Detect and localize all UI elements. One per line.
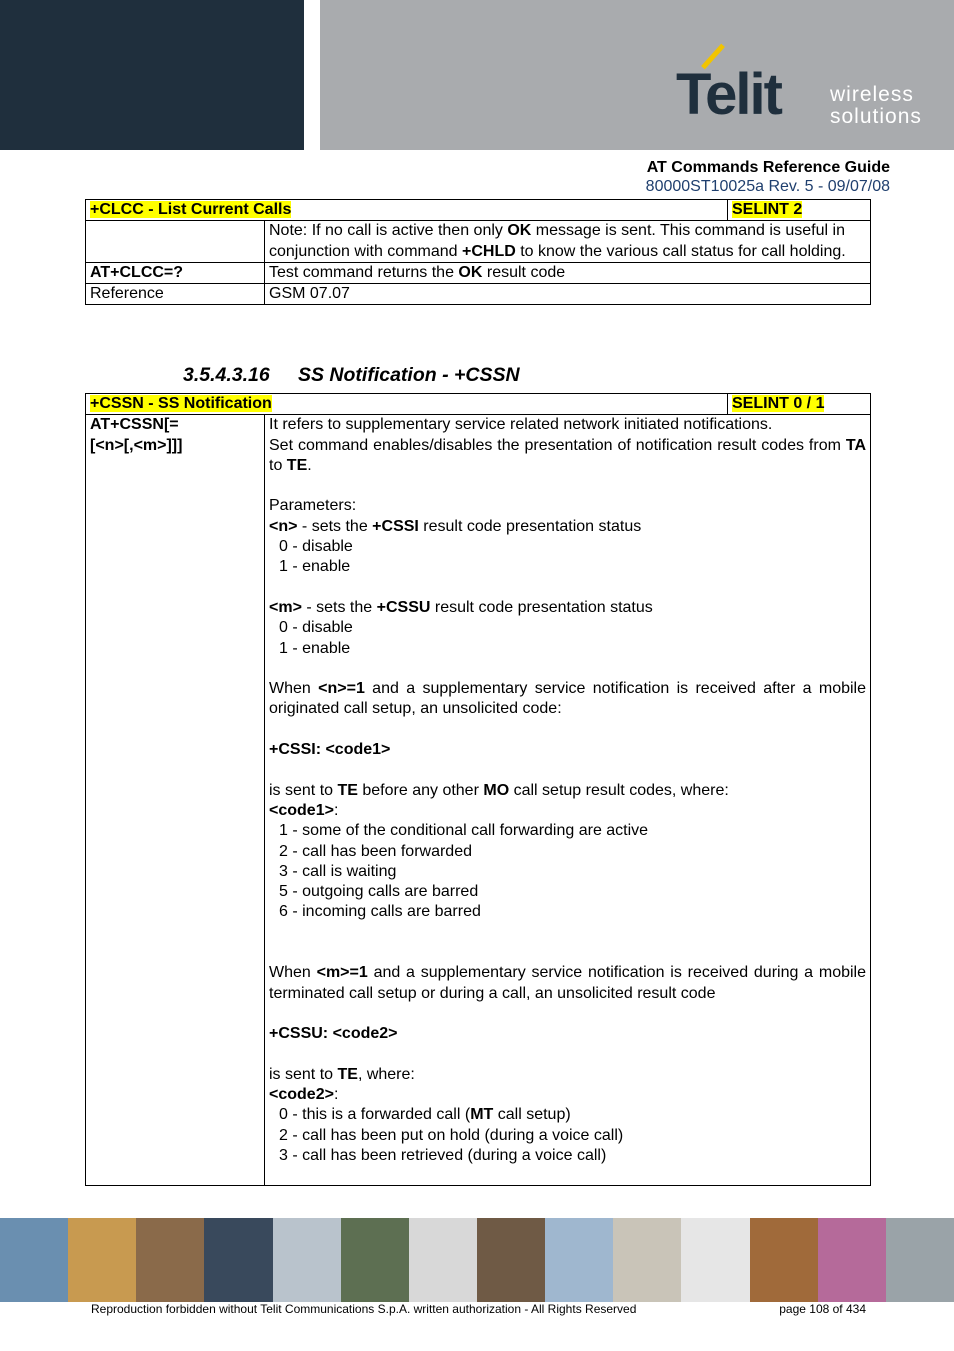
- footer-photo-tile: [409, 1218, 477, 1302]
- footer-copyright: Reproduction forbidden without Telit Communications S.p.A. written authorization - All Rights Reserved: [91, 1302, 637, 1316]
- header-dark-banner: [0, 0, 304, 150]
- clcc-title: +CLCC - List Current Calls: [90, 201, 292, 218]
- cssn-table: [85, 393, 871, 1186]
- list-item: 3 - call has been retrieved (during a voice call): [279, 1146, 607, 1164]
- list-item: 3 - call is waiting: [279, 862, 397, 880]
- list-item: 0 - this is a forwarded call (MT call setup): [279, 1106, 571, 1124]
- table-row: [86, 221, 871, 263]
- table-row: [86, 284, 871, 305]
- table-row: [86, 262, 871, 283]
- footer-photo-tile: [818, 1218, 886, 1302]
- document-title: AT Commands Reference Guide: [646, 159, 890, 176]
- table-row: [86, 394, 871, 415]
- cssn-selint: SELINT 0 / 1: [732, 395, 825, 412]
- list-item: 6 - incoming calls are barred: [279, 903, 481, 921]
- footer-photo-tile: [613, 1218, 681, 1302]
- page-number: page 108 of 434: [779, 1302, 866, 1316]
- footer-photo-tile: [68, 1218, 136, 1302]
- clcc-note: Note: If no call is active then only OK message is sent. This command is useful in conjunction with command +CHLD to know the various call status for call holding.: [265, 221, 871, 263]
- table-row: [86, 200, 871, 221]
- footer-image-strip: [0, 1218, 954, 1302]
- clcc-test-desc: Test command returns the OK result code: [265, 262, 871, 283]
- footer-photo-tile: [545, 1218, 613, 1302]
- footer-photo-tile: [0, 1218, 68, 1302]
- footer-photo-tile: [204, 1218, 272, 1302]
- clcc-table: [85, 199, 871, 305]
- section-title: SS Notification - +CSSN: [298, 364, 520, 386]
- clcc-selint: SELINT 2: [732, 201, 803, 218]
- footer-photo-tile: [886, 1218, 954, 1302]
- footer-photo-tile: [273, 1218, 341, 1302]
- clcc-reference-label: Reference: [86, 284, 265, 305]
- list-item: 2 - call has been put on hold (during a voice call): [279, 1126, 624, 1144]
- list-item: 1 - some of the conditional call forwarding are active: [279, 822, 649, 840]
- logo-tagline: wireless solutions: [830, 83, 922, 128]
- table-row: [86, 415, 871, 1186]
- footer-photo-tile: [681, 1218, 749, 1302]
- cssn-command-cell: AT+CSSN[= [<n>[,<m>]]]: [86, 415, 265, 1186]
- document-revision: 80000ST10025a Rev. 5 - 09/07/08: [645, 178, 890, 195]
- section-heading: [183, 364, 520, 387]
- footer-photo-tile: [477, 1218, 545, 1302]
- footer-photo-tile: [341, 1218, 409, 1302]
- clcc-test-command: AT+CLCC=?: [90, 263, 184, 281]
- list-item: 2 - call has been forwarded: [279, 842, 472, 860]
- section-number: 3.5.4.3.16: [183, 364, 270, 386]
- footer-photo-tile: [750, 1218, 818, 1302]
- logo-wordmark: Telit: [676, 62, 781, 127]
- cssn-description: It refers to supplementary service related network initiated notifications. Set command enables/disables the presentation of notification result codes from TA to TE. Parameters: <n> - sets the +CSSI result code presentation status 0 - disable 1 - enable <m> - sets the +CSSU result code presentation status 0 - disable 1 - enable When <n>=1 and a supplementary service notification is received after a mobile originated call setup, an unsolicited code: +CSSI: <code1> is sent to TE before any other MO call setup result codes, where: <code1>: 1 - some of the conditional call forwarding are active 2 - call has been forwarded 3 - call is waiting 5 - outgoing calls are barred 6 - incoming calls are barred When <m>=1 and a supplementary service notification is received during a mobile terminated call setup or during a call, an unsolicited result code +CSSU: <code2> is sent to TE, where: <code2>: 0 - this is a forwarded call (MT call setup) 2 - call has been put on hold (during a voice call) 3 - call has been retrieved (during a voice call): [265, 415, 871, 1186]
- list-item: 5 - outgoing calls are barred: [279, 883, 479, 901]
- cssn-title: +CSSN - SS Notification: [90, 395, 272, 412]
- clcc-reference-value: GSM 07.07: [265, 284, 871, 305]
- footer-photo-tile: [136, 1218, 204, 1302]
